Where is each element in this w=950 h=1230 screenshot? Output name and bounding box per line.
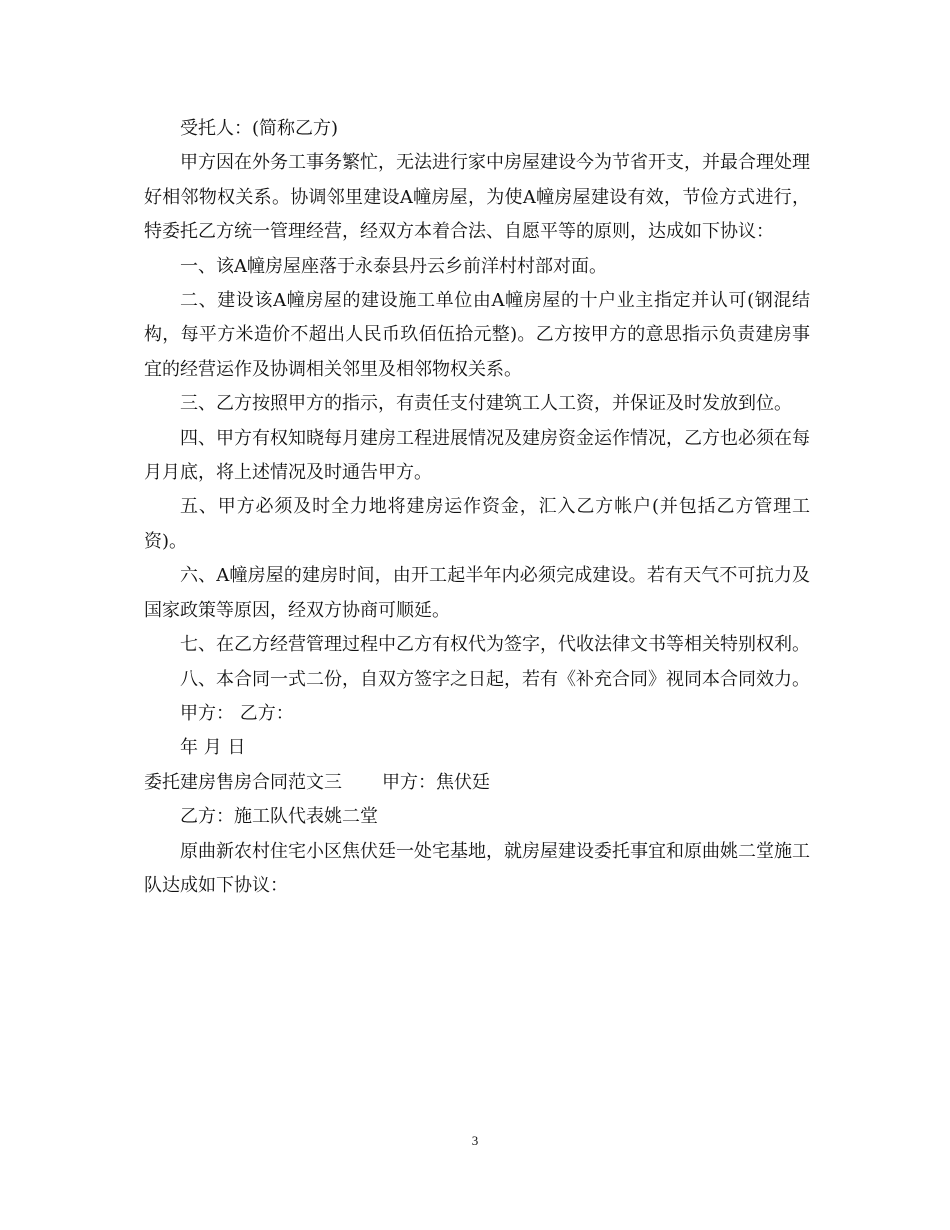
clause-6: 六、A幢房屋的建房时间，由开工起半年内必须完成建设。若有天气不可抗力及国家政策等原因，经双方协商可顺延。	[144, 565, 810, 621]
clause-2: 二、建设该A幢房屋的建设施工单位由A幢房屋的十户业主指定并认可(钢混结构，每平方米造价不超出人民币玖佰伍拾元整)。乙方按甲方的意思指示负责建房事宜的经营运作及协调相关邻里及相邻物权关系。	[144, 290, 810, 380]
trustee-line: 受托人：(简称乙方)	[180, 118, 339, 139]
page-number: 3	[471, 1133, 479, 1148]
signature-date: 年 月 日	[180, 737, 246, 759]
intro-paragraph: 甲方因在外务工事务繁忙，无法进行家中房屋建设今为节省开支，并最合理处理好相邻物权关系。协调邻里建设A幢房屋，为使A幢房屋建设有效，节俭方式进行，特委托乙方统一管理经营，经双方本着合法、自愿平等的原则，达成如下协议：	[144, 152, 810, 243]
document-body	[144, 112, 810, 903]
sample3-heading-row	[144, 766, 810, 800]
clause-1: 一、该A幢房屋座落于永泰县丹云乡前洋村村部对面。	[180, 255, 607, 277]
sample3-party-a: 甲方：焦伏廷	[382, 771, 490, 793]
clause-8: 八、本合同一式二份，自双方签字之日起，若有《补充合同》视同本合同效力。	[180, 668, 810, 690]
sample3-intro: 原曲新农村住宅小区焦伏廷一处宅基地，就房屋建设委托事宜和原曲姚二堂施工队达成如下协议：	[144, 840, 810, 896]
clause-3: 三、乙方按照甲方的指示，有责任支付建筑工人工资，并保证及时发放到位。	[180, 393, 792, 415]
signature-parties: 甲方： 乙方：	[180, 702, 294, 724]
clause-5: 五、甲方必须及时全力地将建房运作资金，汇入乙方帐户(并包括乙方管理工资)。	[144, 496, 810, 552]
sample3-party-b: 乙方：施工队代表姚二堂	[180, 806, 378, 828]
clause-4: 四、甲方有权知晓每月建房工程进展情况及建房资金运作情况，乙方也必须在每月月底，将上述情况及时通告甲方。	[144, 427, 810, 484]
sample3-title: 委托建房售房合同范文三	[144, 771, 342, 793]
clause-7: 七、在乙方经营管理过程中乙方有权代为签字，代收法律文书等相关特别权利。	[180, 634, 810, 656]
